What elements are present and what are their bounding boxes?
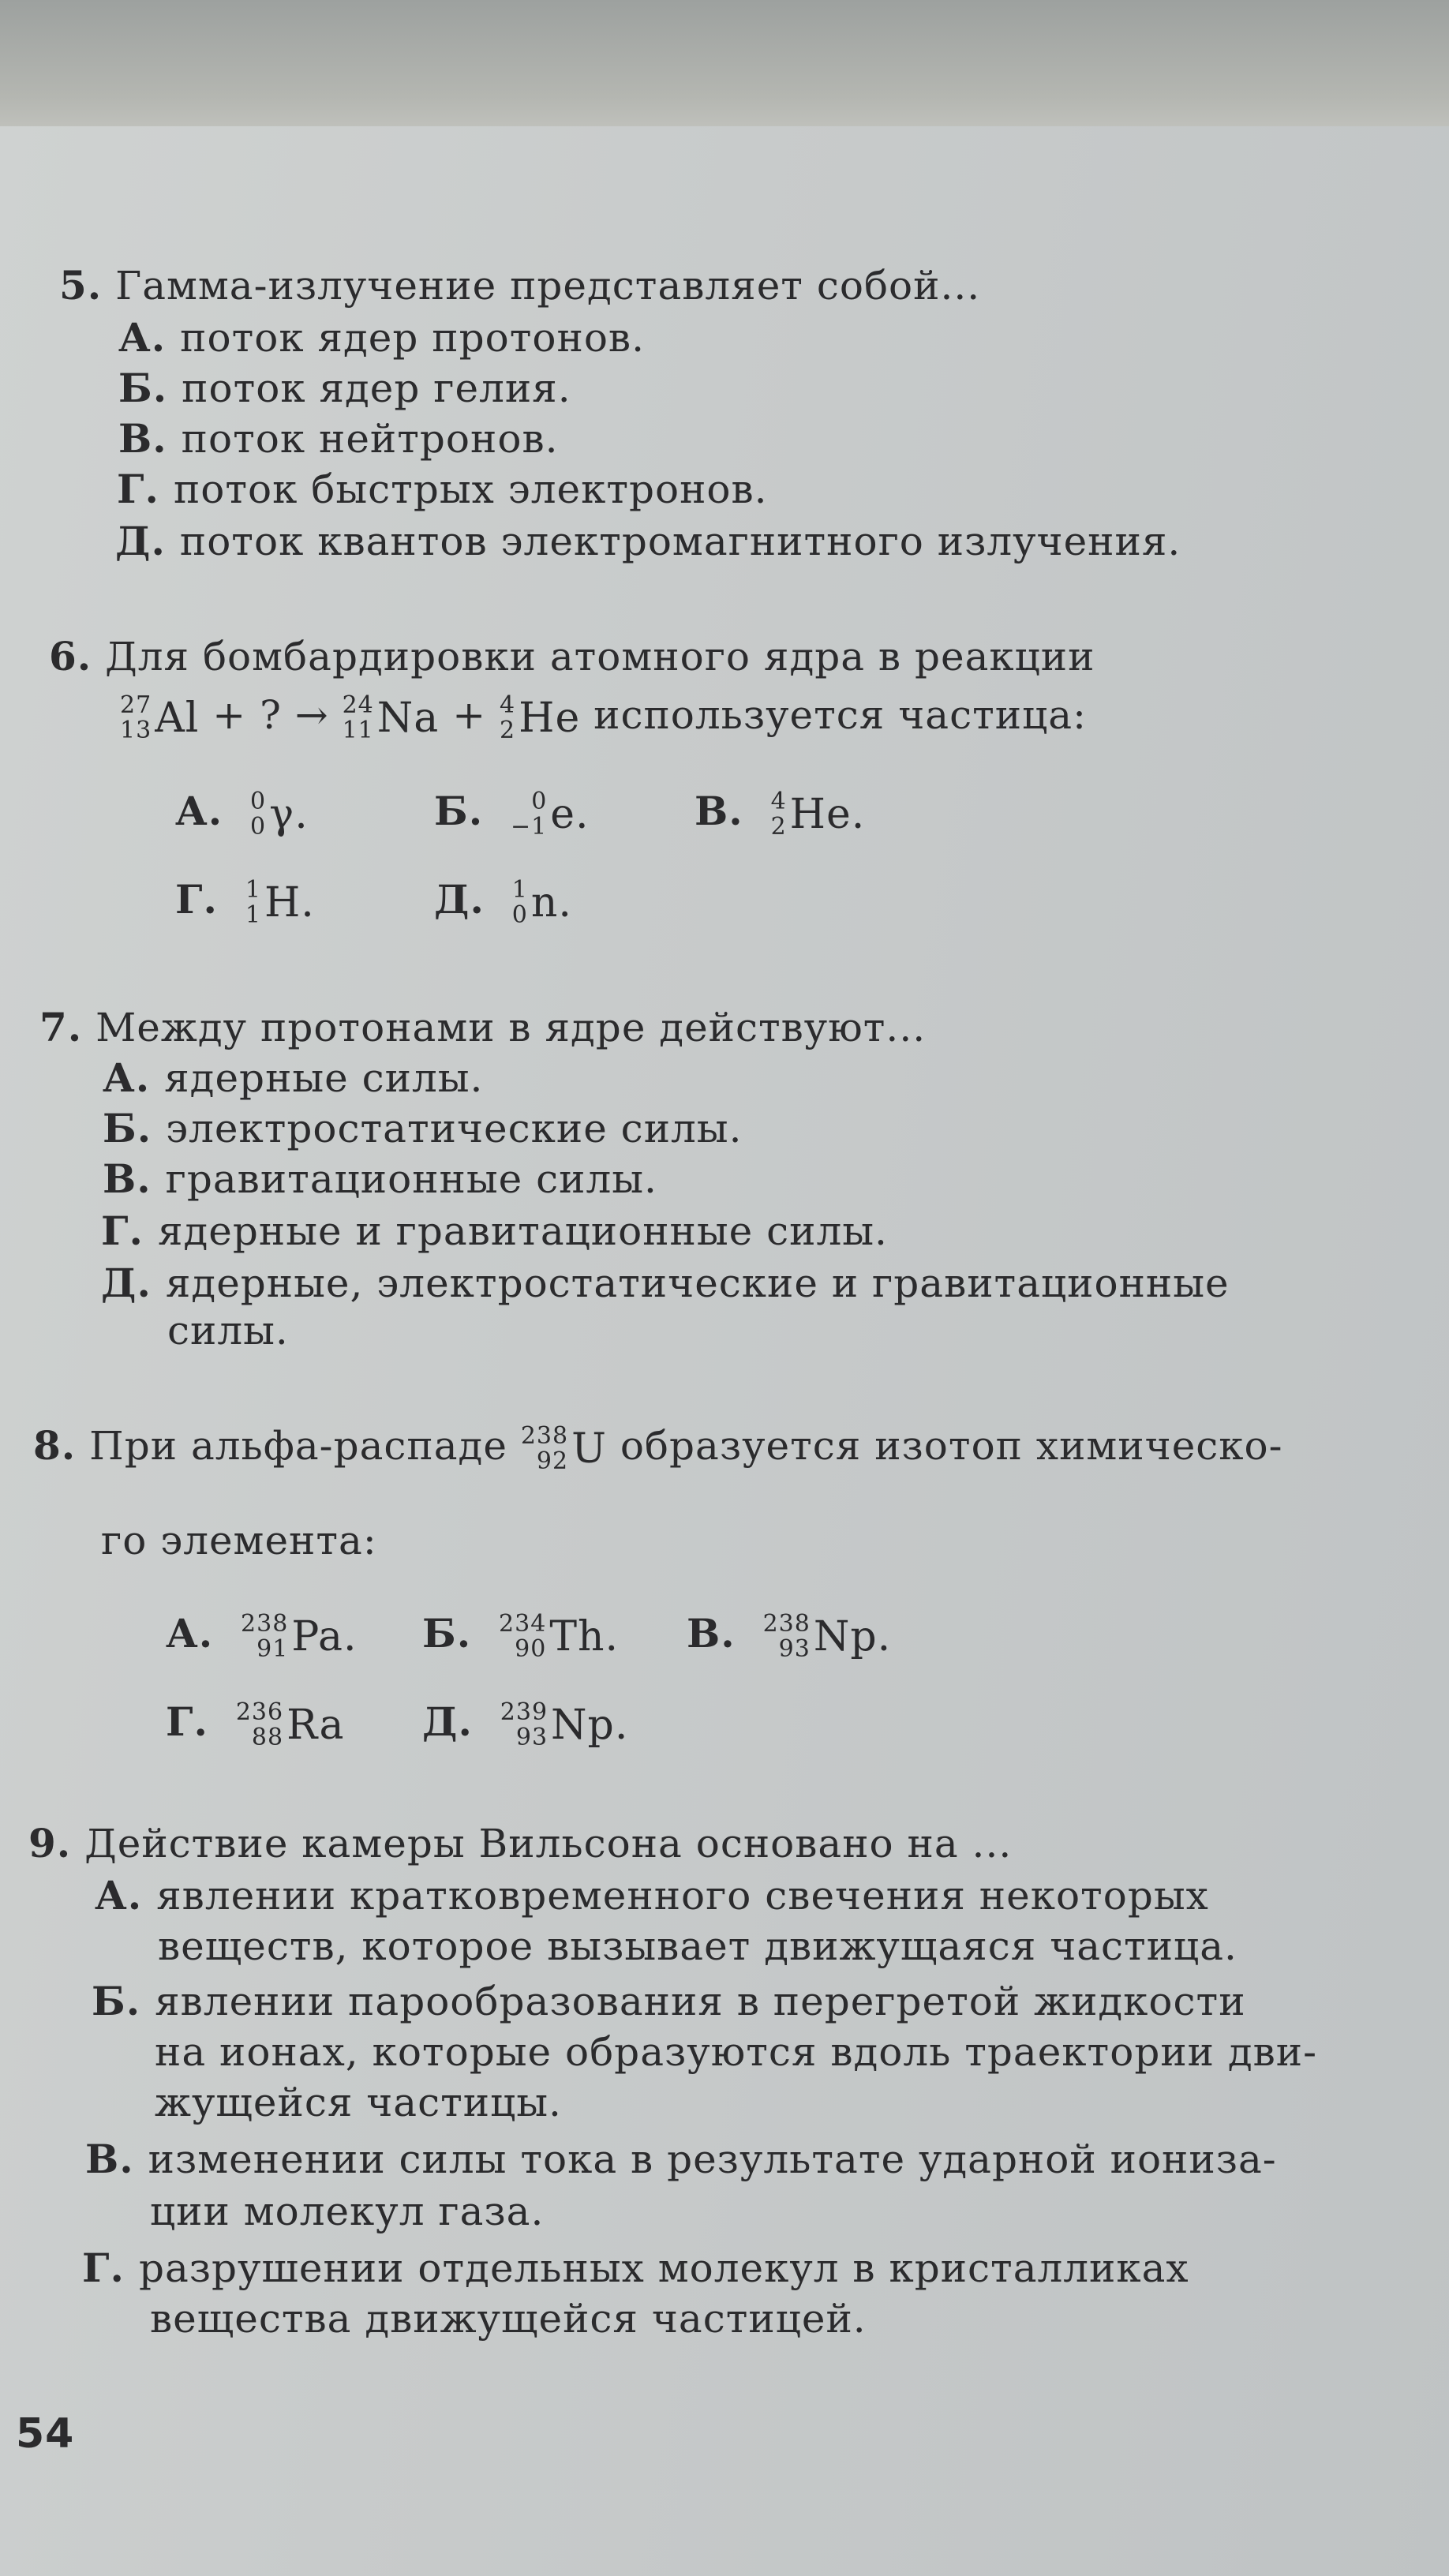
question-text: Между протонами в ядре действуют...: [95, 1005, 927, 1050]
question-number: 5.: [59, 262, 103, 309]
nuclide-na: [343, 693, 440, 743]
option-g: [166, 1697, 344, 1750]
option-text: силы.: [167, 1308, 289, 1354]
mass-number: 238: [241, 1610, 289, 1638]
option-d: [115, 516, 1181, 567]
option-letter: А.: [175, 788, 223, 834]
option-letter: В.: [118, 415, 167, 462]
reaction-equation: [120, 690, 1087, 743]
charge-number: 0: [511, 901, 528, 929]
option-letter: А.: [103, 1054, 151, 1101]
charge-number: 93: [515, 1724, 549, 1751]
option-letter: А.: [95, 1872, 143, 1919]
charge-number: 2: [770, 813, 787, 841]
question-number: 7.: [39, 1004, 83, 1050]
book-page: [0, 126, 1449, 2576]
option-a: [118, 313, 645, 363]
option-letter: А.: [118, 314, 167, 361]
mass-number: 234: [499, 1610, 547, 1638]
charge-number: 88: [251, 1724, 284, 1751]
option-text: веществ, которое вызывает движущаяся частица.: [158, 1923, 1237, 1969]
question-9-stem: [28, 1818, 1012, 1869]
option-a-continuation: [158, 1921, 1237, 1971]
option-b-continuation: [155, 2027, 1317, 2077]
option-letter: Д.: [434, 876, 485, 923]
element-symbol: Pa.: [291, 1613, 358, 1661]
option-letter: Б.: [118, 365, 168, 411]
option-text: явлении кратковременного свечения некоторых: [156, 1873, 1209, 1919]
question-number: 6.: [49, 633, 92, 680]
mass-number: 0: [531, 788, 548, 815]
reaction-operator: +: [452, 692, 487, 738]
question-8-stem: [33, 1421, 1283, 1474]
option-v: [687, 1608, 891, 1662]
mass-number: 238: [520, 1422, 569, 1450]
option-text: электростатические силы.: [166, 1106, 743, 1151]
question-number: 8.: [33, 1422, 77, 1469]
option-v: [103, 1154, 657, 1204]
charge-number: 2: [500, 717, 516, 744]
particle-symbol: H.: [264, 879, 315, 927]
question-text: образуется изотоп химическо-: [620, 1423, 1283, 1469]
option-g-continuation: [150, 2293, 867, 2344]
question-text: Гамма-излучение представляет собой...: [115, 263, 981, 309]
charge-number: 0: [250, 813, 267, 841]
element-symbol: U: [571, 1425, 607, 1473]
charge-number: 93: [778, 1635, 811, 1663]
question-7-stem: [39, 1002, 926, 1053]
option-letter: Г.: [175, 876, 218, 923]
particle-symbol: γ.: [269, 791, 309, 838]
option-text: гравитационные силы.: [165, 1156, 657, 1202]
question-text: При альфа-распаде: [89, 1423, 507, 1469]
mass-number: 27: [120, 691, 152, 719]
option-text: изменении силы тока в результате ударной иониза-: [148, 2136, 1277, 2182]
charge-number: 92: [536, 1447, 569, 1475]
option-d-continuation: [167, 1305, 289, 1356]
element-symbol: Np.: [813, 1613, 892, 1661]
option-letter: Г.: [117, 466, 159, 512]
option-v: [118, 414, 559, 464]
option-b: [422, 1608, 619, 1662]
option-a: [175, 786, 309, 840]
option-letter: В.: [687, 1610, 736, 1657]
option-text: ядерные силы.: [164, 1055, 484, 1101]
option-letter: В.: [85, 2136, 134, 2182]
element-symbol: Ra: [286, 1702, 345, 1749]
option-v-continuation: [150, 2186, 544, 2237]
option-letter: В.: [103, 1155, 152, 1202]
question-text: Действие камеры Вильсона основано на ...: [84, 1821, 1013, 1866]
option-text: жущейся частицы.: [155, 2080, 562, 2125]
option-b: [92, 1976, 1246, 2027]
page-number: 54: [16, 2410, 75, 2458]
option-text: поток быстрых электронов.: [173, 466, 768, 512]
option-letter: Г.: [82, 2245, 125, 2291]
question-6-stem: [49, 631, 1095, 682]
charge-number: −1: [511, 813, 548, 841]
element-symbol: Al: [155, 695, 200, 742]
mass-number: 236: [235, 1698, 284, 1726]
option-b: [434, 786, 590, 840]
mass-number: 0: [250, 788, 267, 815]
option-g: [175, 874, 315, 928]
option-letter: Б.: [103, 1105, 152, 1151]
mass-number: 238: [762, 1610, 811, 1638]
option-a: [103, 1053, 483, 1103]
option-text: вещества движущейся частицей.: [150, 2296, 867, 2342]
option-b: [118, 363, 571, 414]
option-letter: Д.: [422, 1698, 473, 1745]
option-letter: Б.: [92, 1978, 141, 2024]
charge-number: 1: [245, 901, 261, 929]
nuclide-al: [120, 693, 199, 743]
charge-number: 91: [256, 1635, 289, 1663]
mass-number: 1: [511, 876, 528, 904]
option-text: ции молекул газа.: [150, 2188, 545, 2234]
option-letter: Г.: [166, 1698, 208, 1745]
element-symbol: Np.: [551, 1702, 629, 1749]
particle-symbol: n.: [530, 879, 572, 927]
mass-number: 4: [500, 691, 516, 719]
mass-number: 239: [500, 1698, 549, 1726]
option-d: [101, 1258, 1230, 1309]
charge-number: 11: [342, 717, 374, 744]
option-letter: А.: [166, 1610, 214, 1657]
option-text: на ионах, которые образуются вдоль траектории дви-: [155, 2029, 1318, 2075]
option-letter: Д.: [101, 1260, 152, 1306]
option-letter: Б.: [422, 1610, 472, 1657]
reaction-tail-text: используется частица:: [593, 692, 1087, 738]
option-text: ядерные, электростатические и гравитационные: [165, 1260, 1230, 1306]
mass-number: 4: [770, 788, 787, 815]
option-d: [422, 1697, 628, 1750]
charge-number: 90: [515, 1635, 547, 1663]
option-text: ядерные и гравитационные силы.: [157, 1208, 888, 1254]
option-b-continuation: [155, 2077, 562, 2128]
reaction-operator: + ? →: [212, 692, 329, 738]
option-letter: В.: [695, 788, 743, 834]
option-v: [695, 786, 865, 840]
option-text: разрушении отдельных молекул в кристалликах: [138, 2245, 1189, 2291]
option-letter: Б.: [434, 788, 484, 834]
option-letter: Д.: [115, 518, 166, 564]
question-text: го элемента:: [101, 1518, 377, 1563]
option-a: [95, 1870, 1209, 1921]
option-a: [166, 1608, 358, 1662]
question-8-stem-line2: [101, 1515, 377, 1566]
charge-number: 13: [120, 717, 152, 744]
question-text: Для бомбардировки атомного ядра в реакции: [105, 634, 1095, 680]
option-text: поток ядер гелия.: [182, 365, 571, 411]
nuclide-u: [521, 1424, 607, 1474]
option-g: [101, 1206, 888, 1256]
option-text: поток квантов электромагнитного излучения.: [179, 519, 1181, 564]
option-letter: Г.: [101, 1208, 144, 1254]
nuclide-he: [500, 693, 580, 743]
particle-symbol: He.: [789, 791, 866, 838]
particle-symbol: e.: [550, 791, 590, 838]
option-d: [434, 874, 572, 928]
question-5-stem: [59, 260, 980, 311]
option-text: явлении парообразования в перегретой жидкости: [155, 1979, 1246, 2024]
mass-number: 1: [245, 876, 261, 904]
background-surface: [0, 0, 1449, 138]
option-g: [117, 464, 768, 515]
question-number: 9.: [28, 1820, 72, 1866]
option-text: поток ядер протонов.: [180, 315, 645, 361]
element-symbol: Th.: [549, 1613, 620, 1661]
option-g: [82, 2243, 1189, 2293]
mass-number: 24: [342, 691, 374, 719]
option-b: [103, 1103, 742, 1154]
option-v: [85, 2134, 1277, 2185]
element-symbol: He: [519, 695, 581, 742]
element-symbol: Na: [376, 695, 440, 742]
option-text: поток нейтронов.: [181, 416, 559, 462]
